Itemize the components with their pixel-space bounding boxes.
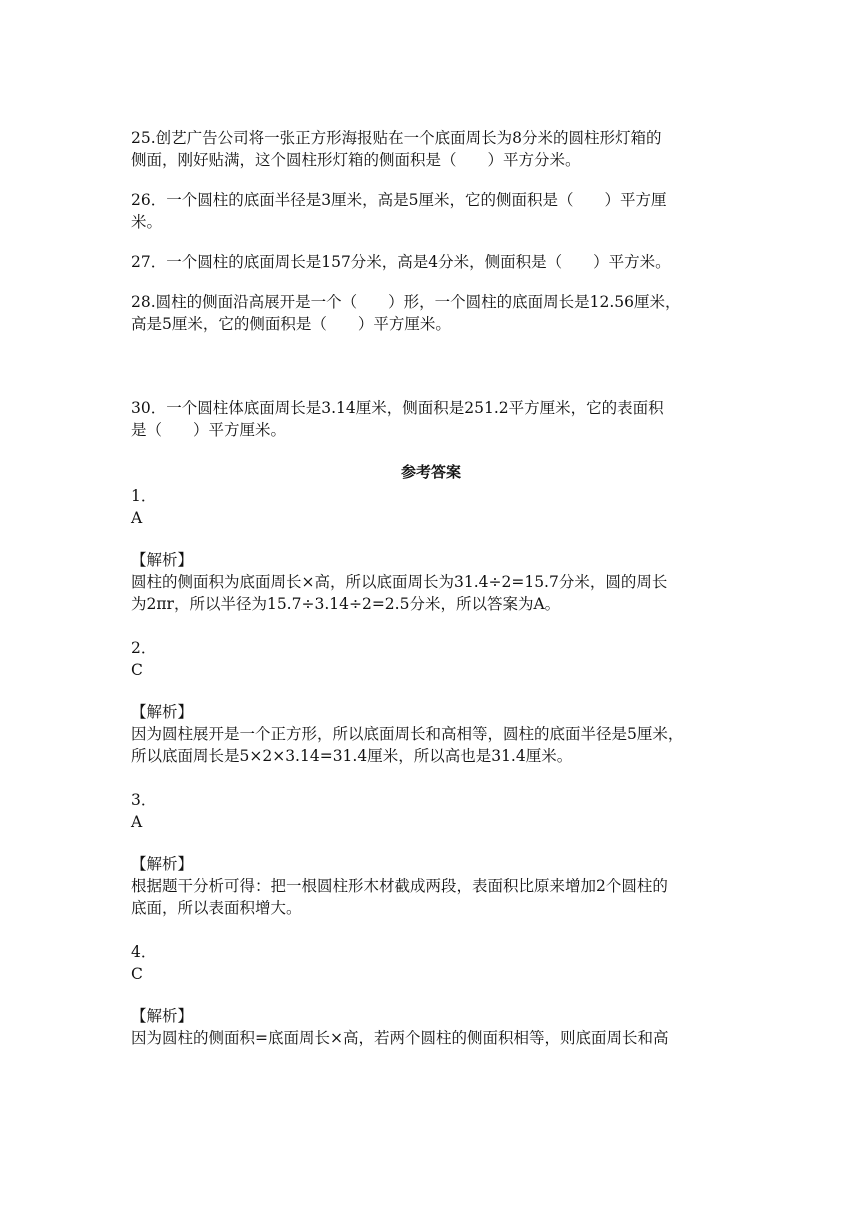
question-text: 26．一个圆柱的底面半径是3厘米，高是5厘米，它的侧面积是（ ）平方厘	[131, 191, 667, 209]
question-text: 27．一个圆柱的底面周长是157分米，高是4分米，侧面积是（ ）平方米。	[131, 253, 671, 271]
answer-choice: A	[131, 813, 143, 831]
analysis-label: 【解析】	[131, 1007, 194, 1025]
analysis-text: 因为圆柱的侧面积=底面周长×高，若两个圆柱的侧面积相等，则底面周长和高	[131, 1029, 669, 1047]
analysis-label: 【解析】	[131, 703, 194, 721]
answers-title: 参考答案	[400, 463, 461, 481]
question-text: 30．一个圆柱体底面周长是3.14厘米，侧面积是251.2平方厘米，它的表面积	[131, 399, 664, 417]
analysis-text: 底面，所以表面积增大。	[131, 899, 302, 917]
question-text: 25.创艺广告公司将一张正方形海报贴在一个底面周长为8分米的圆柱形灯箱的	[131, 129, 662, 147]
answer-number: 2．	[131, 639, 157, 657]
question-text: 侧面，刚好贴满，这个圆柱形灯箱的侧面积是（ ）平方分米。	[131, 151, 581, 169]
question-text: 米。	[131, 213, 163, 231]
analysis-text: 圆柱的侧面积为底面周长×高，所以底面周长为31.4÷2=15.7分米，圆的周长	[131, 573, 668, 591]
question-text: 高是5厘米，它的侧面积是（ ）平方厘米。	[131, 315, 451, 333]
answer-number: 3．	[131, 791, 157, 809]
answer-number: 4．	[131, 943, 157, 961]
question-27	[131, 251, 731, 273]
answer-number: 1．	[131, 487, 157, 505]
question-26	[131, 189, 731, 233]
answer-choice: C	[131, 965, 143, 983]
analysis-text: 所以底面周长是5×2×3.14=31.4厘米，所以高也是31.4厘米。	[131, 747, 573, 765]
analysis-text: 因为圆柱展开是一个正方形，所以底面周长和高相等，圆柱的底面半径是5厘米，	[131, 725, 684, 743]
question-30	[131, 397, 731, 441]
answer-3	[131, 789, 731, 919]
answer-4	[131, 941, 731, 1049]
analysis-text: 根据题干分析可得：把一根圆柱形木材截成两段，表面积比原来增加2个圆柱的	[131, 877, 668, 895]
question-text: 28.圆柱的侧面沿高展开是一个（ ）形，一个圆柱的底面周长是12.56厘米，	[131, 293, 681, 311]
analysis-text: 为2πr，所以半径为15.7÷3.14÷2=2.5分米，所以答案为A。	[131, 595, 561, 613]
document-content	[131, 127, 731, 1049]
analysis-label: 【解析】	[131, 855, 194, 873]
question-25	[131, 127, 731, 171]
question-text: 是（ ）平方厘米。	[131, 421, 287, 439]
answer-1	[131, 485, 731, 615]
question-28	[131, 291, 731, 335]
answer-choice: C	[131, 661, 143, 679]
analysis-label: 【解析】	[131, 551, 194, 569]
answer-2	[131, 637, 731, 767]
answer-choice: A	[131, 509, 143, 527]
